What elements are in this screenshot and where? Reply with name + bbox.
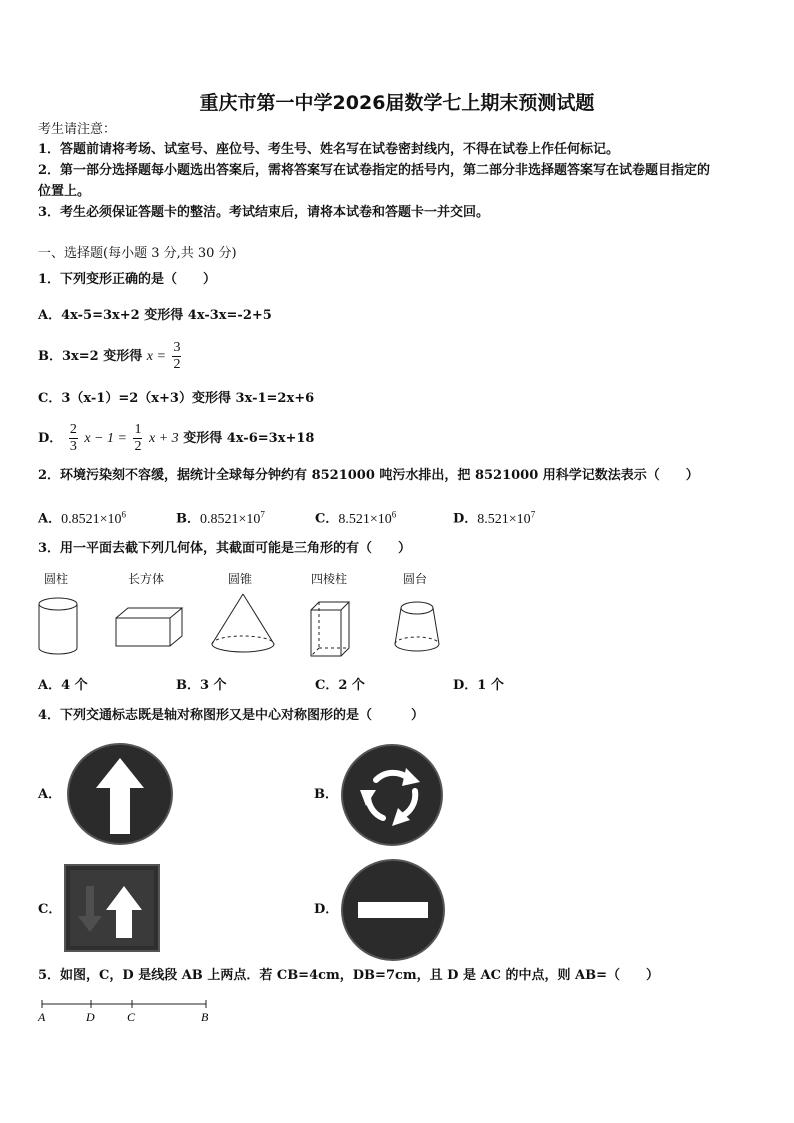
option-value xyxy=(477,509,536,527)
option-label: A． xyxy=(38,511,62,527)
sign-c-lane-arrows-icon xyxy=(64,864,160,952)
solid-label-frustum: 圆台 xyxy=(403,572,428,586)
q1-stem: 1．下列变形正确的是（ ） xyxy=(38,272,217,287)
sign-b-roundabout-icon xyxy=(340,744,444,846)
point-label-b: B xyxy=(201,1010,209,1024)
page-title: 重庆市第一中学2026届数学七上期末预测试题 xyxy=(199,92,595,114)
q4-label-b: B． xyxy=(314,787,338,802)
option-label: B． xyxy=(176,511,200,527)
q1-option-b-fraction xyxy=(172,340,181,373)
solid-label-cuboid: 长方体 xyxy=(128,572,165,586)
q3-option-c: C．2 个 xyxy=(315,678,365,693)
q3-option-d: D．1 个 xyxy=(453,678,504,693)
solid-label-cone: 圆锥 xyxy=(228,572,253,586)
notice-heading: 考生请注意： xyxy=(38,122,117,137)
notice-item-2: 2．第一部分选择题每小题选出答案后，需将答案写在试卷指定的括号内，第二部分非选择题答案写在试卷题目指定的 xyxy=(38,163,711,178)
q2-option-c xyxy=(315,504,396,530)
option-label: C． xyxy=(315,511,339,527)
point-label-c: C xyxy=(127,1010,136,1024)
q2-option-d xyxy=(453,504,535,530)
q5-stem: 5．如图，C，D 是线段 AB 上两点．若 CB=4cm，DB=7cm，且 D 是 AC 的中点，则 AB=（ ） xyxy=(38,968,659,983)
option-value xyxy=(61,509,126,527)
cylinder-figure xyxy=(36,596,80,658)
option-value xyxy=(338,509,397,527)
mantissa: 0.8521×10 xyxy=(61,511,122,527)
sign-d-no-entry-icon xyxy=(340,858,446,962)
q4-label-c: C． xyxy=(38,902,62,917)
cone-figure xyxy=(210,592,276,656)
q2-option-a xyxy=(38,504,126,530)
exponent: 7 xyxy=(530,509,536,519)
solid-label-prism: 四棱柱 xyxy=(311,572,348,586)
fraction-denominator: 3 xyxy=(69,439,77,454)
notice-item-1: 1．答题前请将考场、试室号、座位号、考生号、姓名写在试卷密封线内，不得在试卷上作任何标记。 xyxy=(38,142,620,157)
frustum-figure xyxy=(392,600,442,658)
notice-item-2-cont: 位置上。 xyxy=(38,184,91,199)
q4-stem: 4．下列交通标志既是轴对称图形又是中心对称图形的是（ ） xyxy=(38,708,425,723)
option-label: D． xyxy=(453,511,478,527)
q1-option-d-math: x − 1 = xyxy=(84,431,127,446)
mantissa: 8.521×10 xyxy=(338,511,392,527)
point-label-a: A xyxy=(38,1010,46,1024)
fraction-denominator: 2 xyxy=(173,357,181,372)
prism-figure xyxy=(309,600,353,660)
fraction-numerator: 3 xyxy=(173,340,181,355)
q1-option-c: C．3（x-1）=2（x+3）变形得 3x-1=2x+6 xyxy=(38,391,315,406)
mantissa: 0.8521×10 xyxy=(200,511,261,527)
exponent: 7 xyxy=(260,509,265,519)
q1-option-d-label: D． xyxy=(38,431,63,446)
q3-option-b: B．3 个 xyxy=(176,678,227,693)
q1-option-d-text: 变形得 4x-6=3x+18 xyxy=(183,431,315,446)
q4-label-a: A． xyxy=(38,787,62,802)
cuboid-figure xyxy=(114,604,184,650)
sign-a-straight-arrow-icon xyxy=(66,742,174,846)
fraction-denominator: 2 xyxy=(134,439,142,454)
q1-option-a: A．4x-5=3x+2 变形得 4x-3x=-2+5 xyxy=(38,308,272,323)
q1-option-b-math: x = xyxy=(146,349,166,364)
q1-option-b-text: B．3x=2 变形得 xyxy=(38,349,143,364)
section-heading: 一、选择题(每小题 3 分,共 30 分) xyxy=(38,246,237,261)
q1-option-d-math-end: x + 3 xyxy=(149,431,179,446)
q3-option-a: A．4 个 xyxy=(38,678,88,693)
exponent: 6 xyxy=(121,509,126,519)
fraction-numerator: 1 xyxy=(134,422,142,437)
segment-ab-figure xyxy=(36,996,216,1026)
q1-option-b xyxy=(38,340,183,374)
solid-label-cylinder: 圆柱 xyxy=(44,572,69,586)
q2-stem: 2．环境污染刻不容缓，据统计全球每分钟约有 8521000 吨污水排出，把 8521000 用科学记数法表示（ ） xyxy=(38,468,699,483)
notice-item-3: 3．考生必须保证答题卡的整洁。考试结束后，请将本试卷和答题卡一并交回。 xyxy=(38,205,490,220)
point-label-d: D xyxy=(86,1010,95,1024)
mantissa: 8.521×10 xyxy=(477,511,531,527)
q1-option-d xyxy=(38,422,314,456)
q1-option-d-fraction-1 xyxy=(69,422,78,455)
q1-option-d-fraction-2 xyxy=(133,422,142,455)
q3-stem: 3．用一平面去截下列几何体，其截面可能是三角形的有（ ） xyxy=(38,541,412,556)
q2-option-b xyxy=(176,504,265,530)
option-value xyxy=(200,509,265,527)
exponent: 6 xyxy=(391,509,397,519)
q4-label-d: D． xyxy=(314,902,339,917)
fraction-numerator: 2 xyxy=(69,422,77,437)
